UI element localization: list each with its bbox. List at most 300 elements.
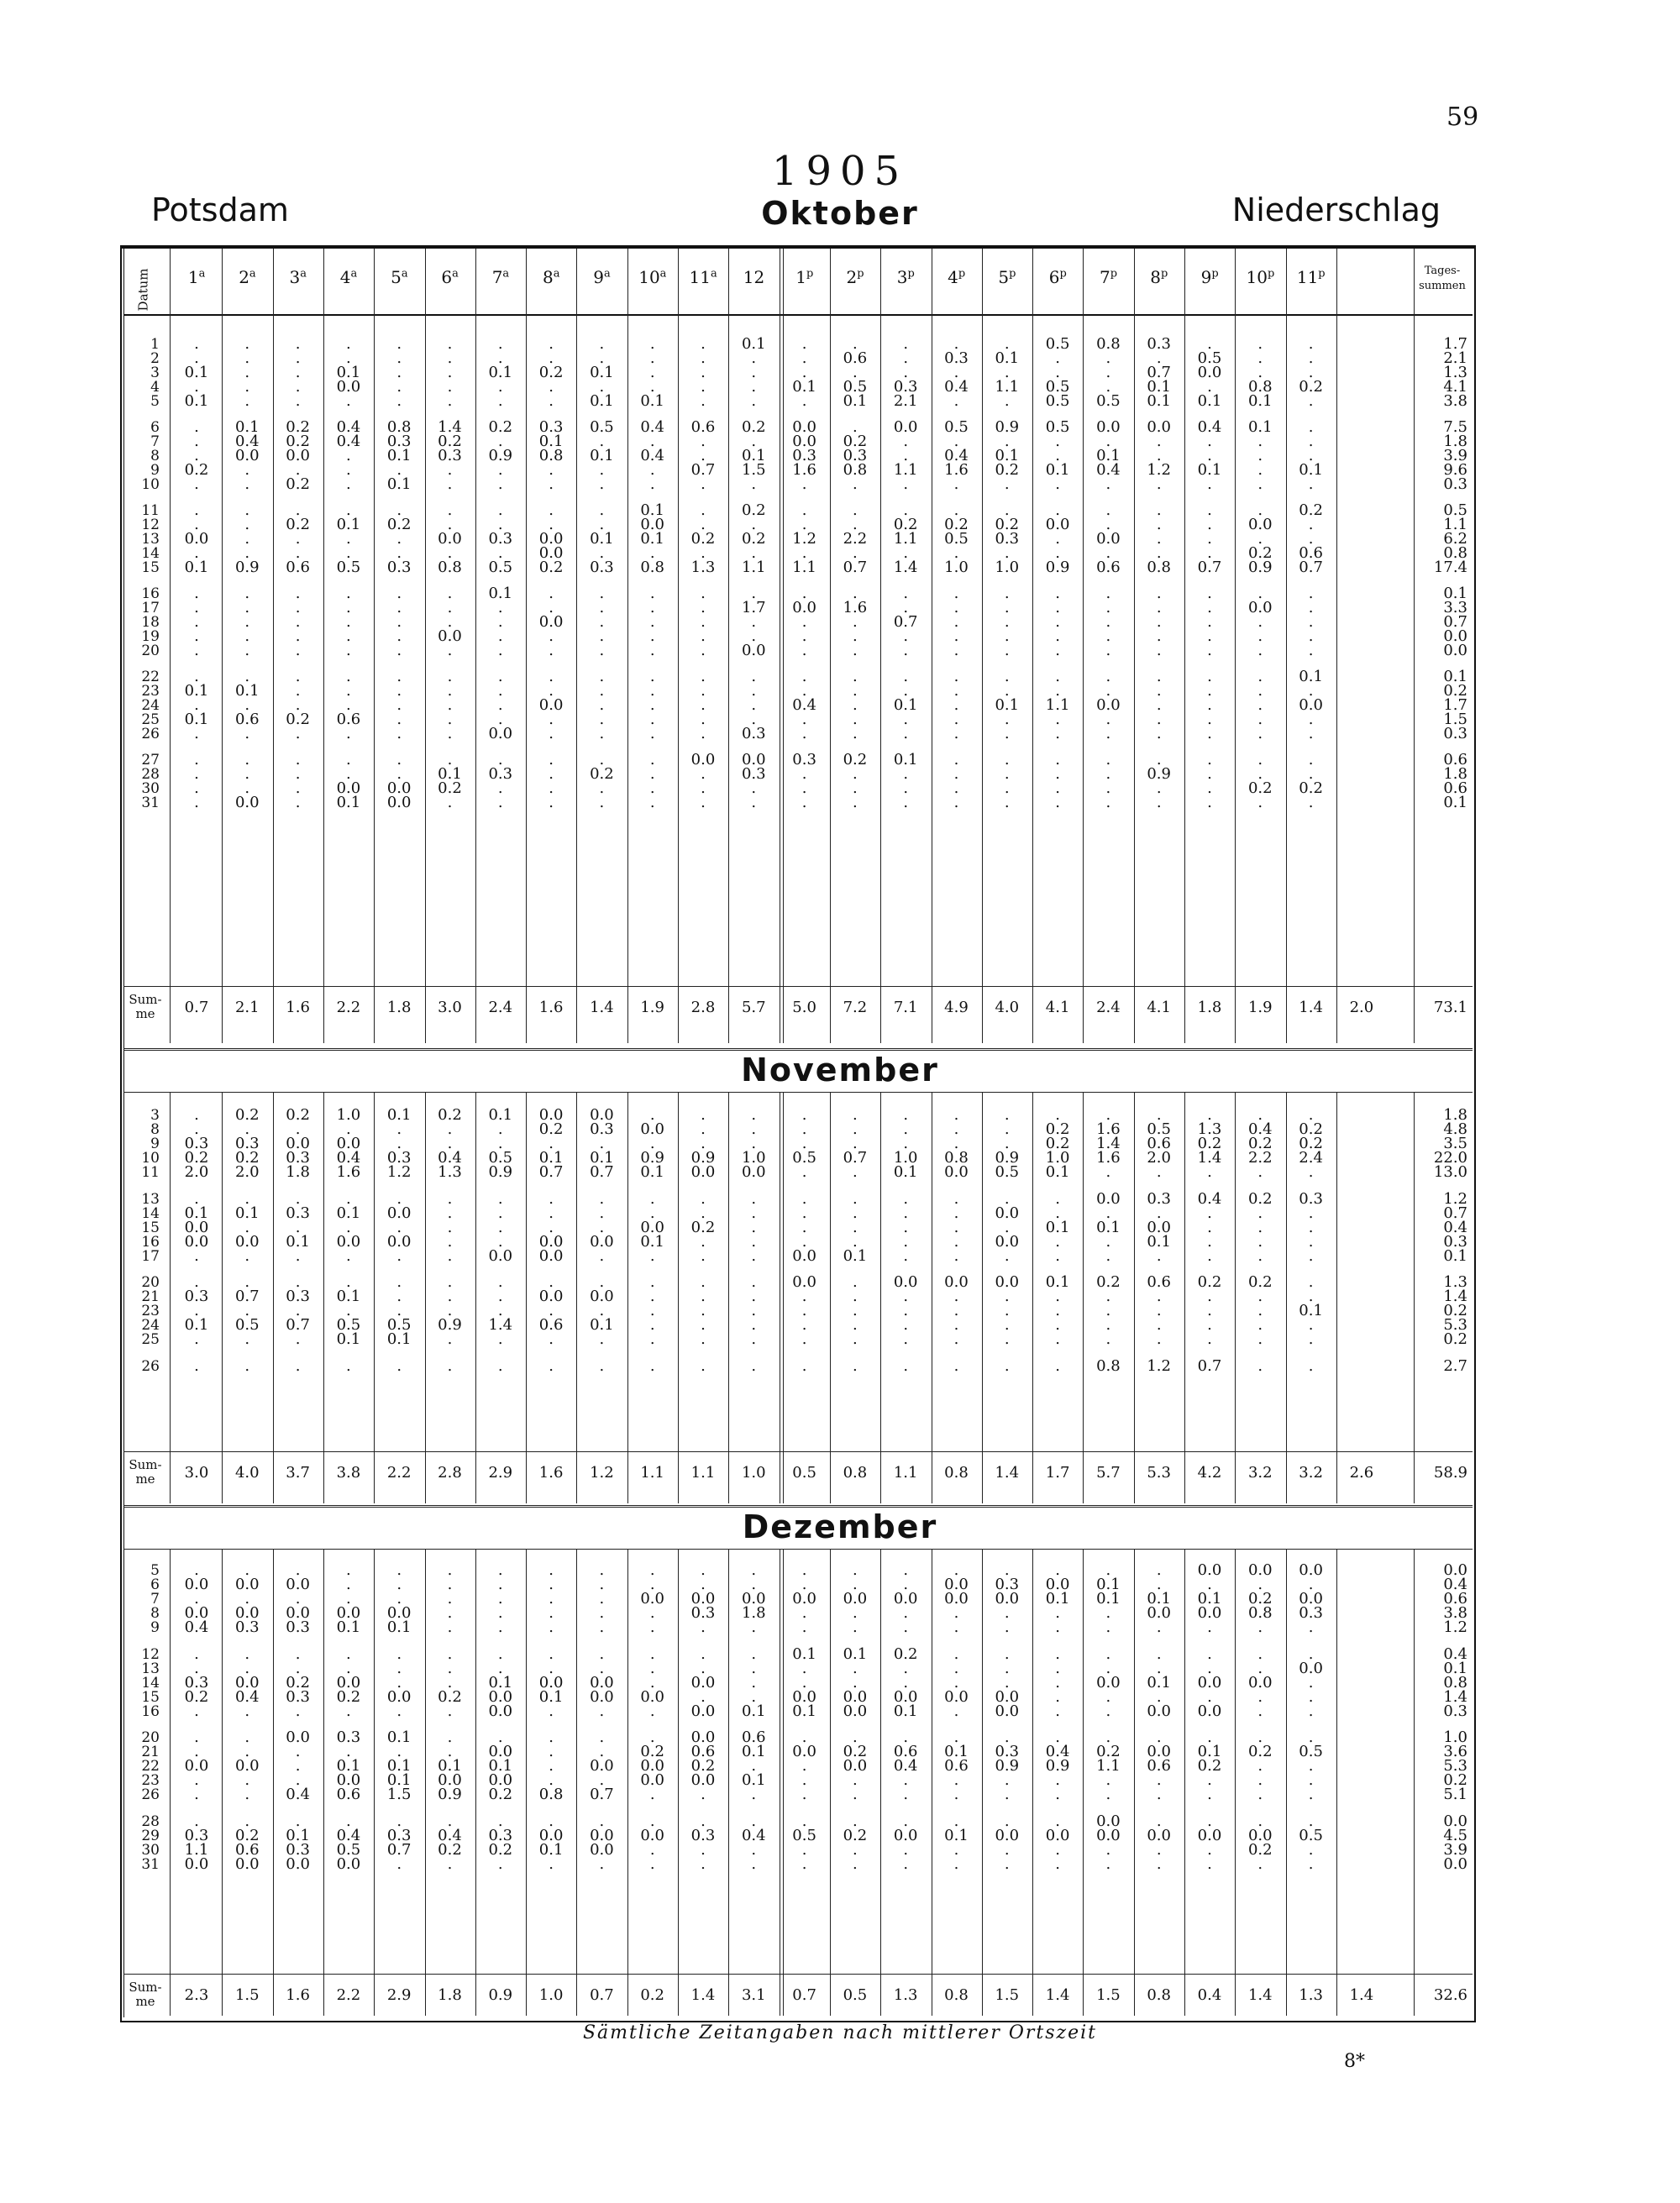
hourly-value: . (295, 794, 301, 811)
hourly-value: 0.2 (1247, 1273, 1273, 1291)
hourly-value: . (1308, 1204, 1314, 1222)
hourly-value: . (903, 475, 909, 493)
hourly-value: . (599, 1702, 605, 1720)
hourly-value: . (1105, 1246, 1111, 1265)
hourly-value: . (497, 1204, 503, 1222)
hourly-value: 0.0 (1299, 1590, 1323, 1608)
hourly-value: . (903, 1204, 909, 1222)
hourly-value: 0.3 (995, 530, 1020, 548)
hourly-value: . (447, 1590, 453, 1608)
hourly-value: 0.0 (944, 1590, 969, 1608)
daily-total: 1.7 (1443, 335, 1467, 353)
hourly-value: 0.1 (234, 1204, 260, 1222)
hourly-value: . (1308, 613, 1314, 631)
hourly-value: 0.0 (1147, 1826, 1171, 1844)
hourly-value: . (1207, 1728, 1212, 1746)
hourly-value: . (447, 642, 453, 659)
hourly-value: 0.3 (184, 1135, 209, 1153)
hourly-value: . (1156, 1659, 1162, 1677)
hourly-value: . (447, 1189, 453, 1208)
hourly-value: . (1055, 475, 1060, 493)
noon-rule-double (783, 1549, 784, 2016)
noon-rule-double (783, 1092, 784, 1503)
sum-label: me (135, 1006, 155, 1021)
hourly-value: 0.0 (1147, 1702, 1171, 1720)
hourly-value: 0.8 (1096, 1356, 1121, 1375)
hourly-sum: 1.5 (234, 1986, 260, 2004)
hourly-value: . (1156, 1618, 1162, 1637)
hourly-value: 0.1 (640, 1232, 664, 1251)
hourly-value: . (1257, 765, 1263, 783)
hourly-value: . (549, 349, 554, 367)
hourly-value: . (1004, 794, 1010, 811)
hourly-value: . (903, 1246, 909, 1265)
hourly-value: 0.1 (1096, 1218, 1121, 1236)
hourly-value: 0.2 (640, 1743, 664, 1761)
hourly-value: . (497, 1288, 503, 1306)
hourly-value: . (1257, 1163, 1263, 1182)
hourly-value: . (1055, 447, 1060, 464)
hourly-value: 0.2 (184, 461, 209, 479)
column-rule (830, 249, 831, 1043)
hourly-value: 0.2 (590, 765, 614, 783)
hourly-value: . (1207, 1246, 1212, 1265)
hourly-value: . (953, 1659, 959, 1677)
hourly-value: 0.2 (438, 433, 462, 450)
hourly-value: 0.1 (1096, 1590, 1121, 1608)
sum-column-rule (1414, 1092, 1415, 1503)
hourly-value: 0.9 (488, 447, 513, 464)
column-rule (273, 1549, 274, 2016)
hourly-value: 0.2 (1247, 779, 1273, 797)
hourly-value: . (599, 1771, 605, 1790)
hourly-value: . (649, 1702, 655, 1720)
hourly-value: . (649, 599, 655, 616)
hourly-value: 0.0 (690, 1163, 716, 1182)
hourly-value: . (1207, 585, 1212, 602)
hourly-value: . (1308, 1246, 1314, 1265)
hourly-value: 0.3 (286, 1288, 310, 1306)
hourly-value: . (194, 433, 199, 450)
hourly-value: . (853, 1840, 858, 1859)
hourly-value: 0.0 (538, 544, 564, 562)
hourly-value: . (751, 392, 757, 410)
hourly-value: . (1156, 585, 1162, 602)
hourly-value: . (1308, 516, 1314, 533)
hourly-value: 0.1 (1096, 447, 1121, 464)
hourly-value: . (701, 725, 706, 742)
hourly-value: . (549, 1356, 554, 1375)
hourly-value: 0.3 (690, 1604, 716, 1623)
hourly-value: . (447, 1728, 453, 1746)
hourly-sum: 2.6 (1349, 1464, 1374, 1482)
hourly-value: . (801, 1288, 807, 1306)
hourly-value: 0.0 (843, 1590, 868, 1608)
hourly-value: . (953, 585, 959, 602)
hourly-value: 0.1 (336, 1288, 361, 1306)
hourly-value: . (497, 599, 503, 616)
hourly-value: . (1156, 447, 1162, 464)
hourly-value: . (1257, 335, 1263, 353)
hourly-value: . (1257, 447, 1263, 464)
hourly-value: 0.1 (336, 516, 361, 533)
day-number: 28 (141, 766, 160, 783)
hourly-value: 1.2 (1147, 1356, 1171, 1375)
hourly-value: 0.1 (590, 364, 614, 381)
hourly-value: . (295, 1273, 301, 1291)
hourly-value: . (1105, 1302, 1111, 1320)
hourly-value: . (1257, 1644, 1263, 1663)
hourly-value: . (801, 1135, 807, 1153)
hourly-value: 0.1 (1096, 1576, 1121, 1594)
daily-total: 3.8 (1443, 392, 1467, 410)
hour-header: 3$^p$ (896, 267, 915, 287)
hourly-value: . (751, 1106, 757, 1124)
daily-total: 3.3 (1443, 599, 1467, 616)
daily-total: 9.6 (1443, 461, 1467, 479)
column-rule (728, 1549, 729, 2016)
hourly-value: . (1004, 1659, 1010, 1677)
hourly-value: . (295, 1330, 301, 1349)
hourly-value: . (1105, 1163, 1111, 1182)
hourly-value: . (751, 1302, 757, 1320)
hourly-value: . (1156, 794, 1162, 811)
hourly-value: . (497, 349, 503, 367)
hourly-value: . (194, 1246, 199, 1265)
hourly-value: 0.4 (286, 1786, 310, 1804)
hourly-value: . (194, 544, 199, 562)
day-number: 13 (141, 1190, 160, 1208)
hourly-value: 0.2 (286, 475, 310, 493)
hourly-value: . (1105, 433, 1111, 450)
hourly-value: . (1156, 1246, 1162, 1265)
hourly-value: 0.7 (234, 1288, 260, 1306)
hourly-value: . (1004, 627, 1010, 645)
hourly-value: . (853, 1812, 858, 1830)
hourly-value: . (549, 1135, 554, 1153)
hourly-value: . (953, 668, 959, 685)
hourly-value: 0.6 (336, 1786, 361, 1804)
hourly-value: . (953, 1644, 959, 1663)
column-rule (728, 249, 729, 1043)
hourly-value: 0.5 (386, 1316, 412, 1335)
hourly-sum: 1.6 (286, 999, 310, 1016)
hourly-value: . (497, 751, 503, 768)
hourly-value: 0.0 (1247, 1826, 1273, 1844)
hourly-value: . (801, 765, 807, 783)
hourly-value: . (1257, 1106, 1263, 1124)
hourly-value: . (1207, 1854, 1212, 1873)
hourly-value: . (396, 1189, 402, 1208)
hourly-value: . (194, 1743, 199, 1761)
daily-total: 7.5 (1443, 418, 1467, 436)
hourly-value: 0.5 (1197, 349, 1222, 367)
hourly-value: . (295, 1218, 301, 1236)
hourly-value: . (751, 1189, 757, 1208)
hour-header: 8$^p$ (1150, 267, 1168, 287)
hourly-value: . (599, 642, 605, 659)
hourly-value: 0.1 (538, 1687, 564, 1706)
hourly-value: . (903, 711, 909, 728)
hourly-value: 0.8 (538, 1786, 564, 1804)
daily-total: 1.8 (1443, 1106, 1467, 1124)
hourly-value: 0.5 (792, 1149, 816, 1167)
hourly-value: . (346, 461, 351, 479)
hourly-value: . (649, 1273, 655, 1291)
hourly-value: . (1055, 725, 1060, 742)
hourly-value: . (853, 544, 858, 562)
hourly-value: 0.0 (488, 1702, 513, 1720)
column-rule (1184, 1549, 1185, 2016)
hourly-value: 0.5 (488, 1149, 513, 1167)
hourly-value: 0.2 (538, 364, 564, 381)
hourly-value: . (1055, 779, 1060, 797)
hourly-value: . (701, 599, 706, 616)
hourly-value: . (1308, 475, 1314, 493)
hourly-value: . (701, 1854, 706, 1873)
hourly-value: . (244, 1189, 250, 1208)
hourly-value: 0.0 (640, 1687, 664, 1706)
datum-header (121, 267, 165, 312)
year-title: 1905 (771, 148, 909, 195)
hourly-value: . (1308, 585, 1314, 602)
hourly-value: . (1257, 668, 1263, 685)
daily-total: 0.2 (1443, 682, 1467, 700)
hourly-value: 0.1 (336, 1204, 361, 1222)
daily-total: 3.9 (1443, 1840, 1467, 1859)
hourly-value: . (549, 378, 554, 396)
hourly-value: . (1105, 585, 1111, 602)
hourly-value: . (1105, 751, 1111, 768)
hourly-value: . (1207, 378, 1212, 396)
day-number: 11 (141, 502, 160, 519)
hourly-value: 0.0 (286, 1576, 310, 1594)
day-number: 25 (141, 1331, 160, 1349)
hourly-value: . (751, 516, 757, 533)
column-rule (475, 249, 476, 1043)
hourly-value: 0.0 (843, 1757, 868, 1776)
hourly-value: 2.1 (893, 392, 918, 410)
signature-mark: 8* (1344, 2051, 1365, 2072)
hourly-value: 1.0 (1045, 1149, 1070, 1167)
hourly-value: . (599, 516, 605, 533)
hourly-value: . (396, 335, 402, 353)
hourly-value: 1.3 (438, 1163, 462, 1182)
hourly-value: 0.1 (590, 1316, 614, 1335)
hourly-value: . (599, 1576, 605, 1594)
daily-total: 0.5 (1443, 501, 1467, 519)
daily-total: 5.3 (1443, 1316, 1467, 1335)
hourly-value: 0.0 (1197, 1673, 1222, 1692)
hourly-value: . (1207, 1576, 1212, 1594)
hourly-value: . (497, 501, 503, 519)
hourly-value: 0.4 (336, 1149, 361, 1167)
hourly-value: . (701, 1561, 706, 1579)
hourly-value: 0.0 (640, 1590, 664, 1608)
hourly-value: . (1308, 1854, 1314, 1873)
hourly-value: . (1308, 364, 1314, 381)
column-rule (323, 1549, 324, 2016)
hourly-value: 0.9 (995, 418, 1020, 436)
hourly-value: . (295, 335, 301, 353)
hourly-value: . (497, 668, 503, 685)
day-number: 8 (150, 1121, 160, 1139)
hourly-value: 0.0 (590, 1840, 614, 1859)
hourly-value: . (1308, 1644, 1314, 1663)
hourly-value: 0.0 (640, 1757, 664, 1776)
column-rule (1286, 1549, 1287, 2016)
hourly-sum: 4.1 (1147, 999, 1171, 1016)
hourly-value: . (396, 765, 402, 783)
hourly-value: . (497, 475, 503, 493)
hourly-value: 0.1 (944, 1826, 969, 1844)
hourly-sum: 3.2 (1299, 1464, 1323, 1482)
hourly-sum: 1.6 (286, 1986, 310, 2004)
hourly-value: . (1156, 1288, 1162, 1306)
column-rule (830, 1092, 831, 1503)
hourly-value: . (497, 1273, 503, 1291)
hourly-sum: 1.3 (893, 1986, 918, 2004)
hourly-value: . (1308, 1273, 1314, 1291)
day-number: 21 (141, 1288, 160, 1306)
hourly-value: 0.0 (843, 1687, 868, 1706)
hourly-value: . (1004, 1330, 1010, 1349)
hourly-value: . (853, 1302, 858, 1320)
day-number: 31 (141, 1855, 160, 1873)
hourly-value: . (853, 1330, 858, 1349)
hourly-value: 0.1 (590, 530, 614, 548)
hourly-value: . (1257, 585, 1263, 602)
hourly-value: 0.1 (1299, 1302, 1323, 1320)
hourly-sum: 5.7 (1096, 1464, 1121, 1482)
hourly-value: . (194, 1659, 199, 1677)
hourly-value: 0.1 (1299, 461, 1323, 479)
hourly-value: . (1156, 711, 1162, 728)
hourly-value: 0.1 (741, 1702, 766, 1720)
hourly-value: 0.6 (690, 1743, 716, 1761)
hourly-value: . (953, 1120, 959, 1139)
hourly-value: 0.3 (386, 433, 412, 450)
hourly-value: . (903, 1673, 909, 1692)
hourly-value: 0.0 (386, 794, 412, 811)
hourly-value: . (497, 1120, 503, 1139)
hourly-value: . (903, 1561, 909, 1579)
hourly-value: 0.4 (741, 1826, 766, 1844)
hourly-value: 0.3 (336, 1728, 361, 1746)
hourly-value: . (346, 1218, 351, 1236)
hourly-value: . (497, 1330, 503, 1349)
hourly-value: . (801, 1232, 807, 1251)
hourly-value: . (549, 501, 554, 519)
hourly-value: . (903, 725, 909, 742)
column-rule (425, 1549, 426, 2016)
hourly-value: . (1004, 711, 1010, 728)
hourly-value: 0.1 (590, 447, 614, 464)
hourly-value: . (1257, 475, 1263, 493)
hourly-value: . (447, 1576, 453, 1594)
hourly-value: . (953, 1302, 959, 1320)
hourly-value: 0.0 (995, 1702, 1020, 1720)
hourly-value: . (244, 1330, 250, 1349)
daily-total: 1.3 (1443, 1273, 1467, 1291)
hourly-value: . (295, 544, 301, 562)
hourly-value: 0.0 (234, 1757, 260, 1776)
hourly-value: . (903, 1786, 909, 1804)
hourly-value: 0.0 (995, 1590, 1020, 1608)
hourly-value: 0.0 (1197, 1826, 1222, 1844)
hourly-value: . (701, 1840, 706, 1859)
hourly-value: . (1207, 599, 1212, 616)
hourly-value: . (194, 1590, 199, 1608)
hourly-value: 0.0 (843, 1702, 868, 1720)
hourly-value: . (701, 642, 706, 659)
hourly-value: . (447, 1356, 453, 1375)
hourly-value: . (1207, 1786, 1212, 1804)
hourly-value: . (194, 378, 199, 396)
hourly-value: . (346, 613, 351, 631)
hourly-value: . (1156, 1106, 1162, 1124)
day-number: 16 (141, 585, 160, 602)
hourly-value: 0.1 (488, 585, 513, 602)
hourly-value: . (599, 627, 605, 645)
hourly-value: . (599, 1302, 605, 1320)
hourly-value: 1.0 (995, 559, 1020, 576)
hourly-value: . (649, 794, 655, 811)
hourly-value: 0.1 (286, 1826, 310, 1844)
hourly-sum: 0.8 (843, 1464, 868, 1482)
hourly-value: 0.9 (640, 1149, 664, 1167)
hourly-value: . (1055, 349, 1060, 367)
hourly-value: . (701, 613, 706, 631)
daily-total: 0.0 (1443, 1854, 1467, 1873)
hourly-value: 0.0 (336, 1673, 361, 1692)
hourly-value: . (853, 1120, 858, 1139)
hourly-value: . (295, 1659, 301, 1677)
hourly-value: . (1156, 1812, 1162, 1830)
hourly-value: . (1207, 642, 1212, 659)
hourly-value: 1.4 (1197, 1149, 1222, 1167)
column-rule (678, 1092, 679, 1503)
hourly-value: . (701, 711, 706, 728)
hourly-value: 0.0 (995, 1273, 1020, 1291)
hourly-value: . (1207, 1302, 1212, 1320)
hourly-value: 0.0 (1197, 364, 1222, 381)
hourly-value: 0.7 (386, 1840, 412, 1859)
hourly-value: . (1004, 1854, 1010, 1873)
hourly-sum: 1.2 (590, 1464, 614, 1482)
month-title-dezember: Dezember (742, 1508, 938, 1545)
hourly-value: 0.8 (1247, 1604, 1273, 1623)
hourly-value: . (853, 1356, 858, 1375)
day-number: 14 (141, 1674, 160, 1692)
hourly-value: 0.5 (336, 1840, 361, 1859)
hourly-value: 0.5 (1096, 392, 1121, 410)
hourly-value: . (801, 1576, 807, 1594)
hourly-sum: 0.7 (590, 1986, 614, 2004)
hourly-value: 0.1 (741, 335, 766, 353)
hourly-value: 1.1 (792, 559, 816, 576)
daily-total: 6.2 (1443, 530, 1467, 548)
column-rule (425, 249, 426, 1043)
hourly-sum: 2.9 (488, 1464, 513, 1482)
daily-total: 1.8 (1443, 433, 1467, 450)
hourly-value: . (1055, 1356, 1060, 1375)
hourly-value: 0.5 (792, 1826, 816, 1844)
hourly-value: . (649, 1576, 655, 1594)
hourly-value: . (903, 642, 909, 659)
hourly-value: . (295, 627, 301, 645)
column-rule (526, 1549, 527, 2016)
